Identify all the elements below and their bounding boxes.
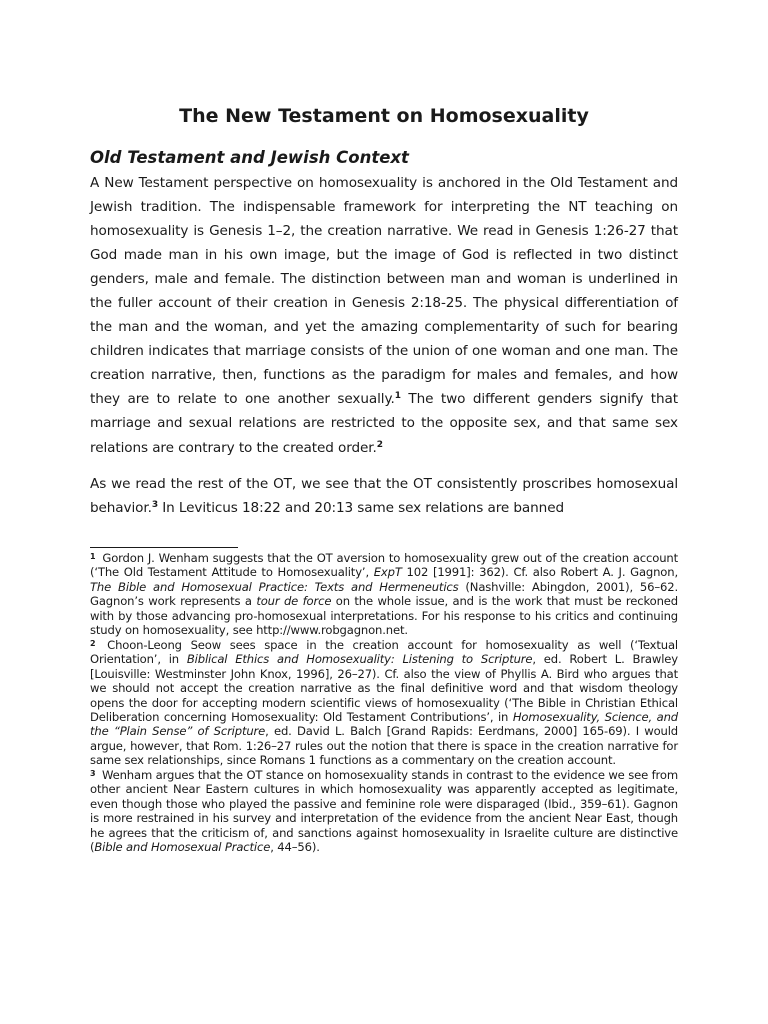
footnote-text: Wenham argues that the OT stance on homosexuality stands in contrast to the evidence we see from other ancient Near Eastern cultures in which homosexuality was apparently accepted as legitimate, even though those who played the passive and feminine role were disparaged (Ibid., 359–61). Gagnon is more restrained in his survey and interpretation of the evidence from the ancient Near East, though he agrees that the criticism of, and sanctions against homosexuality in Israelite culture are distinctive ( — [90, 767, 678, 855]
footnote-text: on the whole issue, and is the work that must be reckoned with by those advancing pro-homosexual interpretations. For his response to his critics and continuing study on homosexuality, see http://www.robgagnon.net. — [90, 594, 678, 638]
footnote-italic: Biblical Ethics and Homosexuality: Listening to Scripture — [186, 652, 533, 667]
footnote-3 — [90, 768, 678, 855]
body-paragraph-2 — [90, 472, 678, 520]
footnote-ref-3[interactable]: 3 — [151, 500, 159, 511]
footnote-text: , ed. David L. Balch [Grand Rapids: Eerdmans, 2000] 165-69). I would argue, however, that Rom. 1:26–27 rules out the notion that there is space in the creation narrative for same sex relationships, since Romans 1 functions as a commentary on the creation account. — [90, 724, 679, 768]
footnote-italic: Bible and Homosexual Practice — [94, 840, 271, 855]
footnote-text: Choon-Leong Seow sees space in the creation account for homosexuality as well (‘Textual Orientation’, in — [90, 637, 678, 667]
footnote-separator — [90, 547, 238, 548]
footnote-text: , ed. Robert L. Brawley [Louisville: Westminster John Knox, 1996], 26–27). Cf. also the view of Phyllis A. Bird who argues that we should not accept the creation narrative as the final definitive word and that wisdom theology opens the door for accepting modern scientific views of homosexuality (‘The Bible in Christian Ethical Deliberation concerning Homosexuality: Old Testament Contributions’, in — [90, 652, 678, 724]
section-heading: Old Testament and Jewish Context — [90, 148, 409, 167]
footnote-ref-1[interactable]: 1 — [394, 391, 401, 402]
footnote-2 — [90, 638, 678, 768]
paragraph-text: A New Testament perspective on homosexuality is anchored in the Old Testament and Jewish tradition. The indispensable framework for interpreting the NT teaching on homosexuality is Genesis 1–2, the creation narrative. We read in Genesis 1:26-27 that God made man in his own image, but the image of God is reflected in two distinct genders, male and female. The distinction between man and woman is underlined in the fuller account of their creation in Genesis 2:18-25. The physical differentiation of the man and the woman, and yet the amazing complementarity of such for bearing children indicates that marriage consists of the union of one woman and one man. The creation narrative, then, functions as the paradigm for males and females, and how they are to relate to one another sexually. — [90, 175, 678, 408]
paragraph-text: The two different genders signify that marriage and sexual relations are restricted to the opposite sex, and that same sex relations are contrary to the created order. — [90, 391, 678, 456]
body-paragraph-1 — [90, 171, 678, 460]
paragraph-text: In Leviticus 18:22 and 20:13 same sex relations are banned — [158, 500, 564, 517]
footnote-text: (Nashville: Abingdon, 2001), 56–62. Gagnon’s work represents a — [90, 579, 678, 609]
footnote-number: 2 — [90, 638, 96, 648]
footnote-italic: Homosexuality, Science, and the “Plain Sense” of Scripture — [90, 709, 678, 739]
footnote-number: 1 — [90, 552, 96, 561]
footnote-italic: ExpT — [373, 565, 402, 580]
footnote-1 — [90, 551, 678, 638]
footnote-text: 102 [1991]: 362). Cf. also Robert A. J. Gagnon, — [401, 565, 678, 580]
footnote-number: 3 — [90, 768, 96, 778]
footnote-text: , 44–56). — [270, 840, 320, 855]
paragraph-text: As we read the rest of the OT, we see that the OT consistently proscribes homosexual behavior. — [90, 476, 678, 517]
footnote-italic: The Bible and Homosexual Practice: Texts and Hermeneutics — [90, 579, 459, 594]
footnote-ref-2[interactable]: 2 — [376, 439, 383, 450]
footnotes-section — [90, 551, 678, 855]
document-title: The New Testament on Homosexuality — [179, 105, 589, 127]
footnote-text: Gordon J. Wenham suggests that the OT aversion to homosexuality grew out of the creation account (‘The Old Testament Attitude to Homosexuality’, — [90, 551, 678, 580]
footnote-italic: tour de force — [256, 594, 332, 609]
